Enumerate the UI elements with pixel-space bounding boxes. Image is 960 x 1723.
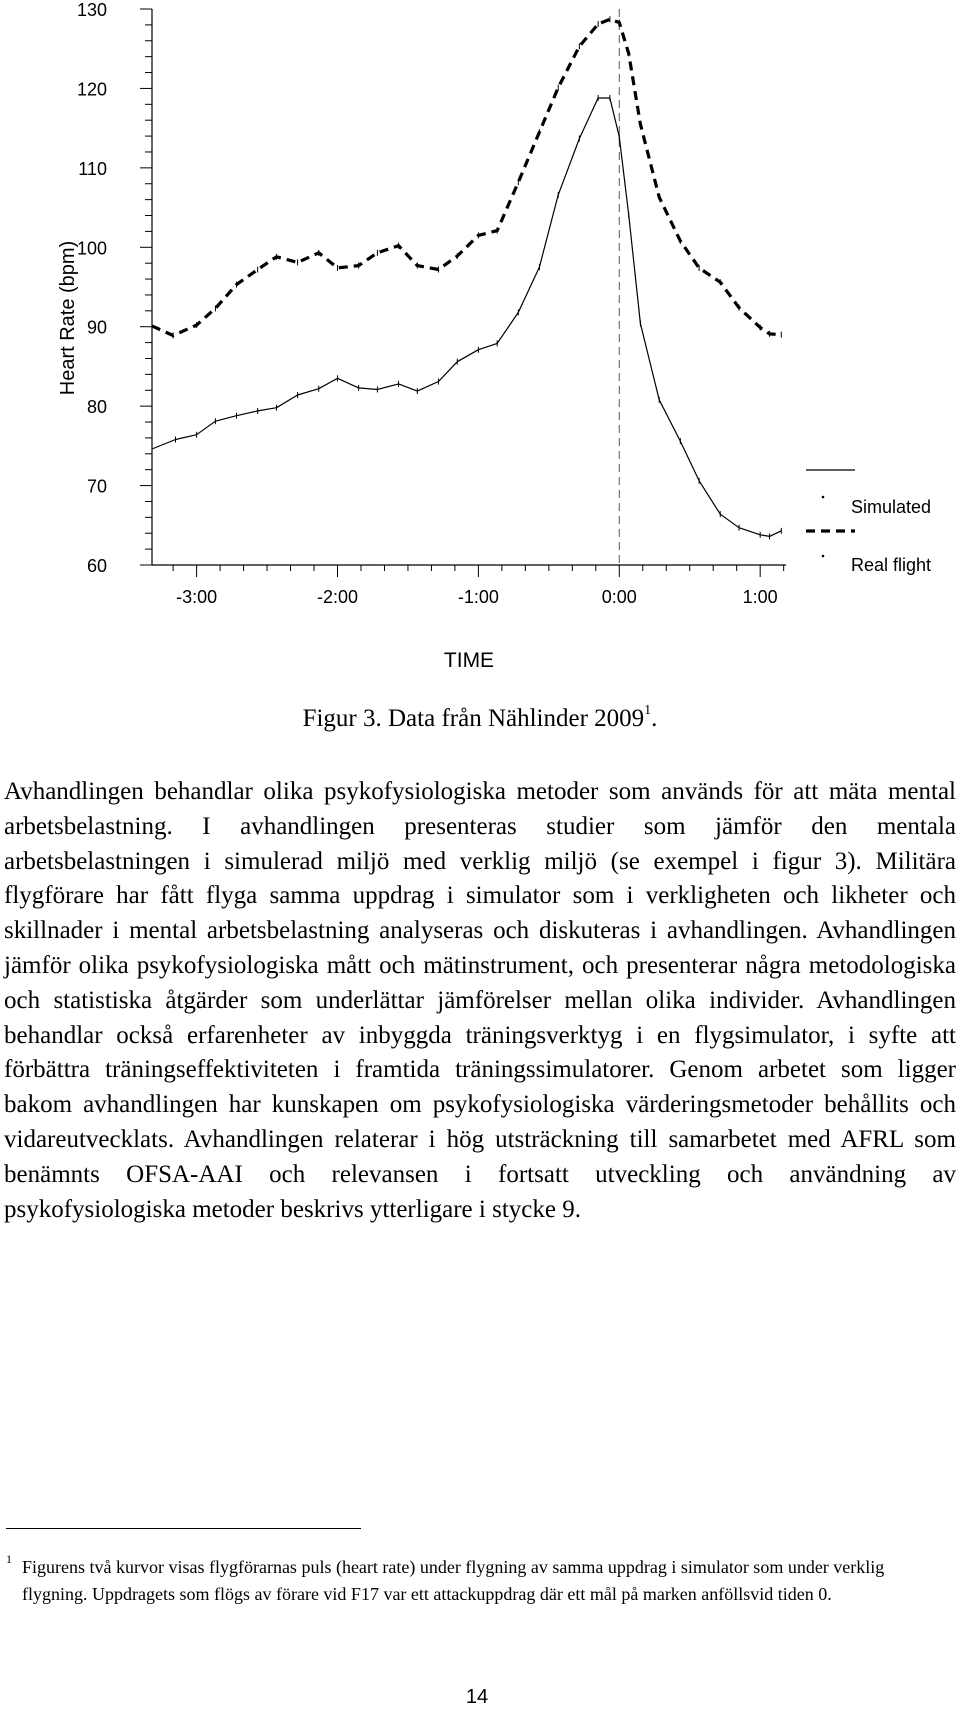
x-tick-label: 0:00: [601, 587, 637, 607]
footnote-divider: [6, 1528, 361, 1529]
series-real-flight-line: [152, 19, 781, 335]
x-tick-label: -1:00: [457, 587, 499, 607]
legend-label: Real flight: [851, 555, 932, 575]
page-number: 14: [465, 1686, 489, 1708]
figure-caption-footnote-ref: 1: [644, 703, 652, 718]
figure-caption-text: Figur 3. Data från Nählinder 2009: [302, 705, 645, 732]
x-tick-label: -2:00: [316, 587, 359, 607]
figure-caption-end: .: [651, 705, 658, 732]
y-tick-label: 130: [76, 0, 107, 20]
legend-dot: [822, 496, 825, 499]
footnote-text: Figurens två kurvor visas flygförarnas puls (heart rate) under flygning av samma uppdrag i simulator som under verklig flygning. Uppdragets som flögs av förare vid F17 var ett attackuppdrag där ett mål på marken anföllsvid tiden 0.: [22, 1557, 885, 1604]
chart-legend: [806, 470, 931, 575]
y-tick-label: 80: [86, 397, 107, 418]
y-tick-label: 100: [76, 238, 107, 259]
body-paragraph: Avhandlingen behandlar olika psykofysiologiska metoder som används för att mäta mental arbetsbelastning. I avhandlingen presenteras studier som jämför den mentala arbetsbelastningen i simulerad miljö med verklig miljö (se exempel i figur 3). Militära flygförare har fått flyga samma uppdrag i simulator som i verkligheten och likheter och skillnader i mental arbetsbelastning analyseras och diskuteras i avhandlingen. Avhandlingen jämför olika psykofysiologiska mått och mätinstrument, och presenterar några metodologiska och statistiska åtgärder som underlättar jämförelser mellan olika individer. Avhandlingen behandlar också erfarenheter av inbyggda träningsverktyg i en flygsimulator, i syfte att förbättra träningseffektiviteten i framtida träningssimulatorer. Genom arbetet som ligger bakom avhandlingen har kunskapen om psykofysiologiska värderingsmetoder behållits och vidareutvecklats. Avhandlingen relaterar i hög utsträckning till samarbetet med AFRL som benämnts OFSA-AAI och relevansen i fortsatt utveckling och användning av psykofysiologiska metoder beskrivs ytterligare i stycke 9.: [4, 778, 956, 1223]
chart-series: [152, 16, 781, 539]
y-tick-label: 120: [76, 79, 107, 100]
x-tick-label: 1:00: [742, 587, 778, 607]
legend-label: Simulated: [851, 497, 932, 517]
y-axis-label: Heart Rate (bpm): [57, 240, 79, 396]
y-tick-label: 90: [86, 317, 107, 338]
figure-caption: [0, 703, 960, 733]
heart-rate-chart: [0, 0, 960, 690]
x-axis-label: TIME: [443, 649, 495, 672]
footnote: [6, 1554, 946, 1608]
series-simulated-line: [152, 98, 781, 536]
y-tick-label: 110: [78, 158, 107, 179]
footnote-mark: 1: [6, 1552, 12, 1566]
legend-dot: [822, 555, 825, 558]
x-tick-label: -3:00: [176, 587, 218, 607]
y-tick-label: 60: [86, 556, 107, 576]
y-tick-label: 70: [86, 476, 107, 497]
chart-axes: [77, 0, 786, 607]
